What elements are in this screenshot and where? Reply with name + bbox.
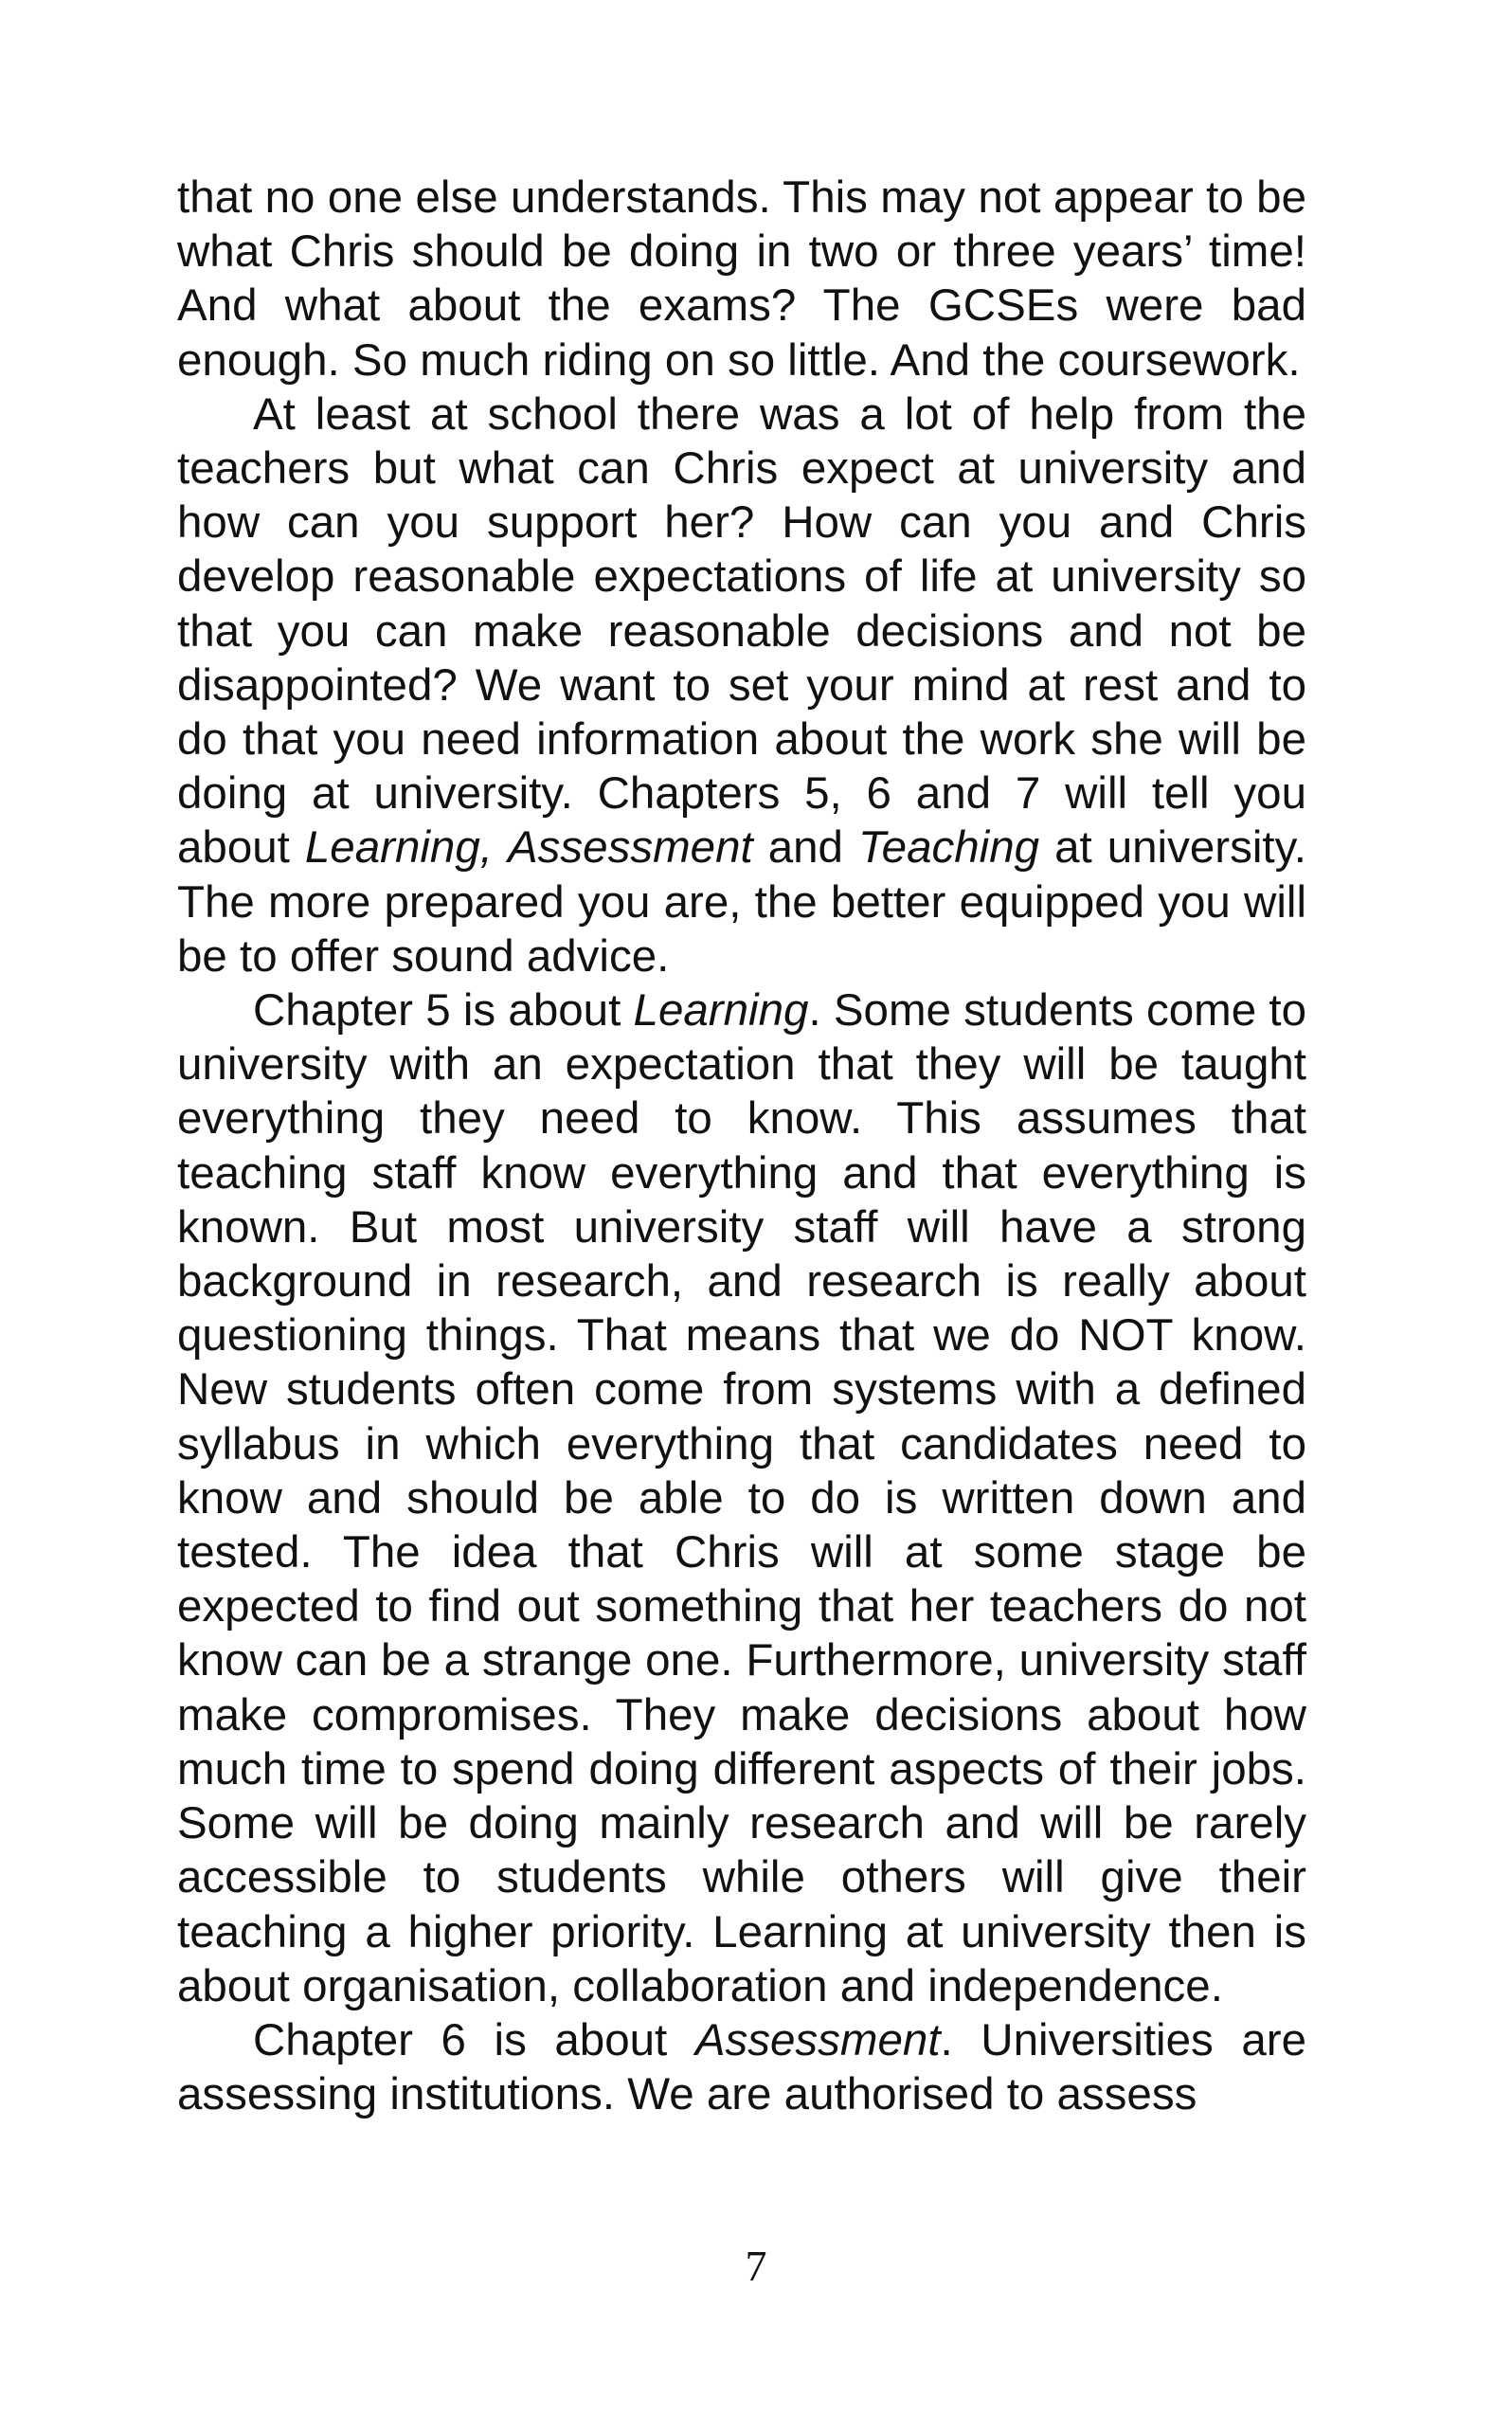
paragraph-3 <box>177 983 1306 2013</box>
emphasis-teaching: Teaching <box>858 822 1040 874</box>
paragraph-2-text-b: at university. The more prepared you are, the better equipped you will be to offer sound advice. <box>177 822 1306 982</box>
paragraph-4-text-b: . Universities are assessing institutions. We are authorised to assess <box>177 2014 1306 2120</box>
paragraph-2 <box>177 388 1306 983</box>
paragraph-4-text-a: Chapter 6 is about <box>253 2014 695 2065</box>
emphasis-assessment: Assessment <box>508 822 753 874</box>
paragraph-3-text-b: . Some students come to university with an expectation that they will be taught everything they need to know. This assumes that teaching staff know everything and that everything is known. But most university staff will have a strong background in research, and research is really about questioning things. That means that we do NOT know. New students often come from systems with a defined syllabus in which everything that candidates need to know and should be able to do is written down and tested. The idea that Chris will at some stage be expected to find out something that her teachers do not know can be a strange one. Furthermore, university staff make compromises. They make decisions about how much time to spend doing different aspects of their jobs. Some will be doing mainly research and will be rarely accessible to students while others will give their teaching a higher priority. Learning at university then is about organisation, collaboration and independence. <box>177 985 1306 2011</box>
paragraph-2-text-a: At least at school there was a lot of help from the teachers but what can Chris expect at university and how can you support her? How can you and Chris develop reasonable expectations of life at university so that you can make reasonable decisions and not be disappointed? We want to set your mind at rest and to do that you need information about the work she will be doing at university. Chapters 5, 6 and 7 will tell you about <box>177 388 1306 874</box>
emphasis-learning-chapter: Learning <box>633 985 809 1037</box>
paragraph-2-space <box>493 822 508 873</box>
emphasis-learning: Learning, <box>304 822 493 874</box>
page-number: 7 <box>745 2242 767 2290</box>
paragraph-3-text-a: Chapter 5 is about <box>253 985 634 1037</box>
paragraph-1: that no one else understands. This may not appear to be what Chris should be doing in two or three years’ time! And what about the exams? The GCSEs were bad enough. So much riding on so little. And the coursework. <box>177 172 1306 386</box>
paragraph-4 <box>177 2013 1306 2121</box>
page-body <box>177 171 1306 2121</box>
paragraph-2-and: and <box>752 822 858 874</box>
emphasis-assessment-chapter: Assessment <box>694 2014 941 2065</box>
